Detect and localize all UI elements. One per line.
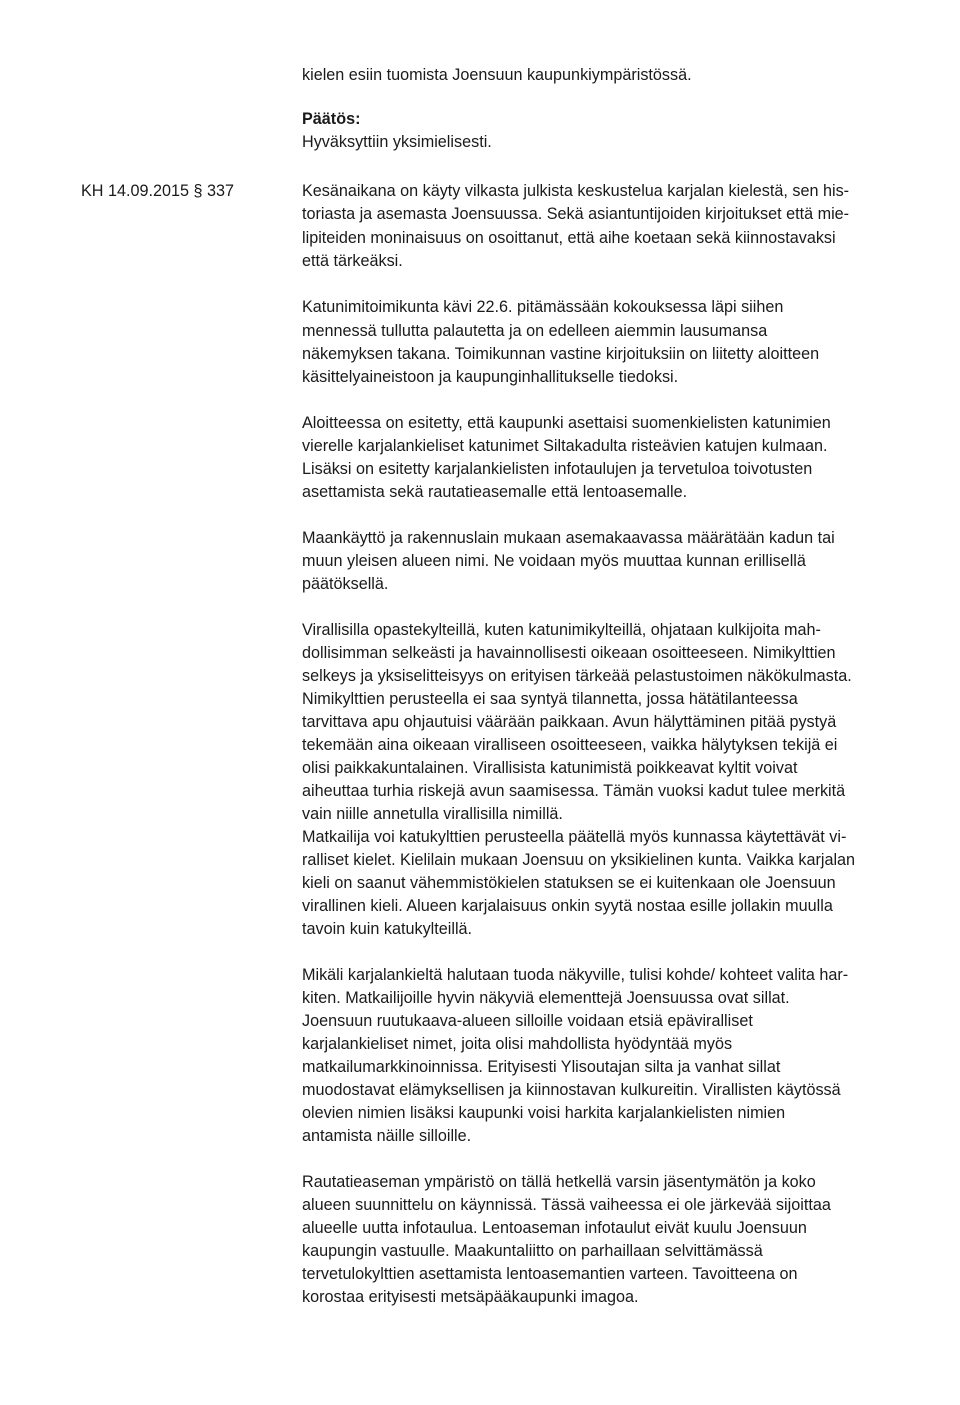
decision-text: Hyväksyttiin yksimielisesti. bbox=[302, 133, 492, 151]
paragraph-line: Rautatieaseman ympäristö on tällä hetkellä varsin jäsentymätön ja koko bbox=[302, 1173, 816, 1191]
paragraph-line: vain niille annetulla virallisilla nimillä. bbox=[302, 805, 563, 823]
paragraph-line: kieli on saanut vähemmistökielen statuksen se ei kuitenkaan ole Joensuun bbox=[302, 874, 836, 892]
paragraph-line: Joensuun ruutukaava-alueen silloille voidaan etsiä epäviralliset bbox=[302, 1012, 753, 1030]
paragraph-line: lipiteiden moninaisuus on osoittanut, että aihe koetaan sekä kiinnostavaksi bbox=[302, 229, 836, 247]
paragraph-line: matkailumarkkinoinnissa. Erityisesti Ylisoutajan silta ja vanhat sillat bbox=[302, 1058, 781, 1076]
paragraph-line: mennessä tullutta palautetta ja on edelleen aiemmin lausumansa bbox=[302, 322, 768, 340]
paragraph-line: kiten. Matkailijoille hyvin näkyviä elementtejä Joensuussa ovat sillat. bbox=[302, 989, 790, 1007]
paragraph-line: virallinen kieli. Alueen karjalaisuus onkin syytä nostaa esille jollakin muulla bbox=[302, 897, 833, 915]
paragraph-line: Nimikylttien perusteella ei saa syntyä tilannetta, jossa hätätilanteessa bbox=[302, 690, 798, 708]
paragraph-line: Virallisilla opastekylteillä, kuten katunimikylteillä, ohjataan kulkijoita mah- bbox=[302, 621, 821, 639]
paragraph-line: tavoin kuin katukylteillä. bbox=[302, 920, 473, 938]
paragraph-line: Matkailija voi katukylttien perusteella päätellä myös kunnassa käytettävät vi- bbox=[302, 828, 847, 846]
paragraph-line: toriasta ja asemasta Joensuussa. Sekä asiantuntijoiden kirjoitukset että mie- bbox=[302, 205, 850, 223]
paragraph-line: antamista näille silloille. bbox=[302, 1127, 472, 1145]
paragraph-line: Katunimitoimikunta kävi 22.6. pitämässään kokouksessa läpi siihen bbox=[302, 298, 784, 316]
paragraph-line: dollisimman selkeästi ja havainnollisesti oikeaan osoitteeseen. Nimikylttien bbox=[302, 644, 836, 662]
paragraph-line: käsittelyaineistoon ja kaupunginhallitukselle tiedoksi. bbox=[302, 368, 679, 386]
paragraph-line: vierelle karjalankieliset katunimet Siltakadulta risteävien katujen kulmaan. bbox=[302, 437, 828, 455]
paragraph-line: Aloitteessa on esitetty, että kaupunki asettaisi suomenkielisten katunimien bbox=[302, 414, 831, 432]
paragraph-line: muun yleisen alueen nimi. Ne voidaan myös muuttaa kunnan erillisellä bbox=[302, 552, 806, 570]
paragraph-line: alueen suunnittelu on käynnissä. Tässä vaiheessa ei ole järkevää sijoittaa bbox=[302, 1196, 831, 1214]
paragraph-line: tervetulokylttien asettamista lentoasemantien varteen. Tavoitteena on bbox=[302, 1265, 798, 1283]
decision-heading: Päätös: bbox=[302, 110, 361, 128]
intro-line: kielen esiin tuomista Joensuun kaupunkiympäristössä. bbox=[302, 66, 692, 84]
paragraph-line: olisi paikkakuntalainen. Virallisista katunimistä poikkeavat kyltit voivat bbox=[302, 759, 798, 777]
paragraph-line: asettamista sekä rautatieasemalle että lentoasemalle. bbox=[302, 483, 688, 501]
paragraph-line: Mikäli karjalankieltä halutaan tuoda näkyville, tulisi kohde/ kohteet valita har- bbox=[302, 966, 849, 984]
paragraph-line: muodostavat elämyksellisen ja kiinnostavan kulkureitin. Virallisten käytössä bbox=[302, 1081, 841, 1099]
paragraph-line: kaupungin vastuulle. Maakuntaliitto on parhaillaan selvittämässä bbox=[302, 1242, 763, 1260]
paragraph-line: alueelle uutta infotaulua. Lentoaseman infotaulut eivät kuulu Joensuun bbox=[302, 1219, 807, 1237]
paragraph-line: Lisäksi on esitetty karjalankielisten infotaulujen ja tervetuloa toivotusten bbox=[302, 460, 813, 478]
paragraph-line: aiheuttaa turhia riskejä avun saamisessa. Tämän vuoksi kadut tulee merkitä bbox=[302, 782, 846, 800]
paragraph-line: karjalankieliset nimet, joita olisi mahdollista hyödyntää myös bbox=[302, 1035, 733, 1053]
paragraph-line: ralliset kielet. Kielilain mukaan Joensuu on yksikielinen kunta. Vaikka karjalan bbox=[302, 851, 856, 869]
paragraph-line: olevien nimien lisäksi kaupunki voisi harkita karjalankielisten nimien bbox=[302, 1104, 786, 1122]
paragraph-line: näkemyksen takana. Toimikunnan vastine kirjoituksiin on liitetty aloitteen bbox=[302, 345, 820, 363]
paragraph-line: korostaa erityisesti metsäpääkaupunki imagoa. bbox=[302, 1288, 639, 1306]
paragraph-line: tarvittava apu ohjautuisi väärään paikkaan. Avun hälyttäminen pitää pystyä bbox=[302, 713, 837, 731]
paragraph-line: tekemään aina oikeaan viralliseen osoitteeseen, vaikka hälytyksen tekijä ei bbox=[302, 736, 838, 754]
paragraph-line: päätöksellä. bbox=[302, 575, 389, 593]
section-reference: KH 14.09.2015 § 337 bbox=[81, 182, 235, 200]
paragraph-line: Maankäyttö ja rakennuslain mukaan asemakaavassa määrätään kadun tai bbox=[302, 529, 835, 547]
paragraph-line: Kesänaikana on käyty vilkasta julkista keskustelua karjalan kielestä, sen his- bbox=[302, 182, 850, 200]
paragraph-line: selkeys ja yksiselitteisyys on erityisen tärkeää pelastustoimen näkökulmasta. bbox=[302, 667, 852, 685]
paragraph-line: että tärkeäksi. bbox=[302, 252, 403, 270]
